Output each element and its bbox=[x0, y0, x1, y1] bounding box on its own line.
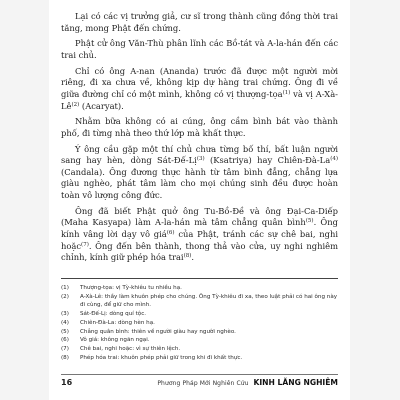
footnote-number: (3) bbox=[61, 311, 69, 318]
paragraph-text: . bbox=[191, 252, 195, 263]
page-number: 16 bbox=[61, 377, 73, 387]
footnote-text: Chê bai, nghi hoặc: vì sự thiên lệch. bbox=[80, 345, 181, 352]
footnote-text: Vô giá: không ngăn ngại. bbox=[80, 337, 150, 344]
footnote-text: A-Xà-Lê: thầy làm khuôn phép cho chúng. Ông Tỳ-khiêu đi xa, theo luật phải có hai ông này đi cùng, để giữ cho mình. bbox=[80, 293, 338, 309]
footnote-ref: (3) bbox=[196, 156, 205, 163]
footnote bbox=[61, 310, 338, 319]
paragraph-text: Phật cử ông Văn-Thù phân lĩnh các Bồ-tát và A-la-hán đến các trai chủ. bbox=[61, 38, 338, 60]
footnote-text: Chẳng quân bình: thiên về người giàu hay người nghèo. bbox=[80, 328, 236, 335]
footnotes bbox=[61, 284, 338, 362]
paragraph-text: Nhằm bữa không có ai cúng, ông cầm bình bát vào thành phố, đi từng nhà theo thứ lớp mà khất thực. bbox=[61, 116, 338, 138]
paragraph bbox=[61, 116, 338, 139]
footnote-ref: (1) bbox=[282, 89, 291, 96]
paragraph-text: . Ông kính vâng lời dạy vô giá bbox=[61, 217, 338, 240]
paragraph bbox=[61, 11, 338, 34]
footnote-divider bbox=[61, 278, 338, 279]
footnote-number: (7) bbox=[61, 345, 69, 352]
footnote bbox=[61, 336, 338, 345]
paragraph-text: Ý ông cầu gặp một thí chủ chưa từng bố thí, bất luận người sang hay hèn, dòng Sát-Đế-Lị bbox=[61, 143, 338, 166]
footnote-ref: (5) bbox=[305, 218, 314, 225]
footnote bbox=[61, 284, 338, 293]
paragraph-text: Chỉ có ông A-nan (Ananda) trước đã được một người mời riêng, đi xa chưa về, không kịp dự hàng trai chứng. Ông đi về giữa đường chỉ có một mình, không có vị thượng-tọa bbox=[61, 65, 338, 99]
page-footer bbox=[61, 374, 338, 389]
footnote-number: (5) bbox=[61, 328, 69, 335]
footnote-text: Thượng-tọa: vị Tỳ-khiêu tu nhiều hạ. bbox=[80, 285, 182, 291]
running-title bbox=[157, 378, 338, 387]
paragraph-text: Lại có các vị trưởng giả, cư sĩ trong thành cũng đồng thời trai tăng, mong Phật đến chứng. bbox=[61, 11, 338, 33]
footnote-ref: (8) bbox=[183, 253, 192, 260]
paragraph bbox=[61, 144, 338, 202]
body-text bbox=[61, 11, 338, 264]
paragraph-text: . Ông đến bên thành, thong thả vào cửa, uy nghi nghiêm chỉnh, kính giữ phép hóa trai bbox=[61, 240, 338, 263]
footnote-number: (8) bbox=[61, 354, 69, 361]
footnote-ref: (2) bbox=[71, 101, 80, 108]
paragraph bbox=[61, 66, 338, 112]
footnote bbox=[61, 354, 338, 363]
paragraph bbox=[61, 206, 338, 264]
paragraph-text: (Acaryat). bbox=[79, 100, 124, 111]
footnote bbox=[61, 319, 338, 328]
footnote-ref: (6) bbox=[166, 230, 175, 237]
footnote-text: Chiên-Đà-La: dòng hèn hạ. bbox=[80, 319, 155, 326]
book-title: KINH LĂNG NGHIÊM bbox=[253, 377, 338, 387]
paragraph-text: (Ksatriya) hay Chiên-Đà-La bbox=[204, 155, 331, 166]
series-title: Phương Pháp Mới Nghiên Cứu bbox=[157, 379, 249, 387]
footnote-number: (1) bbox=[61, 285, 69, 291]
footnote-text: Phép hóa trai: khuôn phép phải giữ trong khi đi khất thực. bbox=[80, 354, 243, 361]
book-page bbox=[49, 0, 350, 400]
paragraph bbox=[61, 38, 338, 61]
footnote-number: (6) bbox=[61, 337, 69, 344]
footnote-text: Sát-Đế-Lị: dòng quí tộc. bbox=[80, 311, 147, 318]
footnote bbox=[61, 345, 338, 354]
footnote-ref: (7) bbox=[81, 241, 89, 248]
footnote bbox=[61, 293, 338, 310]
footnote-number: (2) bbox=[61, 293, 69, 300]
footnote bbox=[61, 328, 338, 337]
paragraph-text: của Phật, tránh các sự chê bai, nghi hoặc bbox=[61, 229, 339, 251]
footnote-number: (4) bbox=[61, 319, 69, 326]
footnote-ref: (4) bbox=[330, 156, 338, 163]
paragraph-text: Ông đã biết Phật quở ông Tu-Bồ-Đề và ông Đại-Ca-Diếp (Maha Kasyapa) làm A-la-hán mà tâm chẳng quân bình bbox=[61, 205, 338, 228]
paragraph-text: (Candala). Ông đương thực hành từ tâm bình đẳng, chẳng lựa giàu nghèo, phát tâm làm cho mọi chúng sinh đều được hoàn toàn vô lượng công đức. bbox=[61, 166, 338, 201]
paragraph-text: và vị A-Xà-Lê bbox=[61, 88, 338, 111]
